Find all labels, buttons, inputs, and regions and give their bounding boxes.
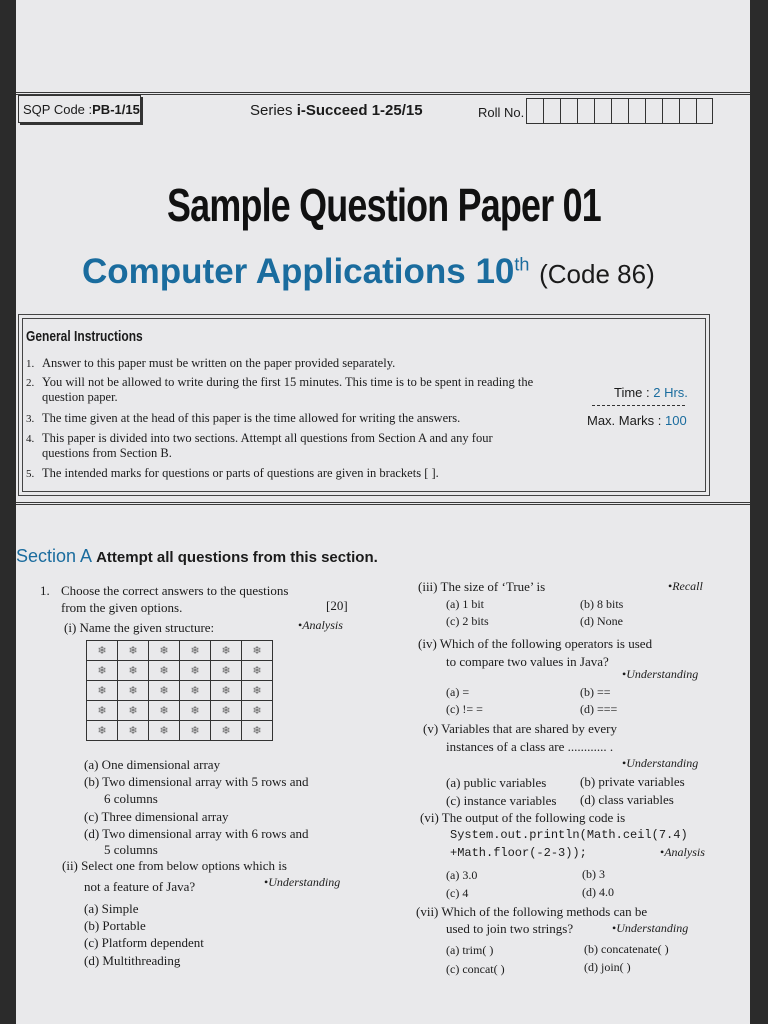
q1-i-option-a: (a) One dimensional array: [84, 757, 221, 772]
section-rule: [16, 502, 750, 505]
q1-vii-tag: • Understanding: [612, 920, 688, 937]
roll-digit-box: [611, 98, 628, 124]
time-marks-divider: [592, 405, 685, 406]
grid-cell: ❄: [180, 721, 211, 741]
q1-iv-question: (iv) Which of the following operators is used: [418, 636, 653, 651]
subject-name: Computer Applications 10: [82, 252, 515, 291]
subject-code: (Code 86): [539, 259, 655, 289]
grid-cell: ❄: [149, 681, 180, 701]
roll-digit-box: [662, 98, 679, 124]
grid-row: [87, 661, 273, 681]
instruction-item: 2. You will not be allowed to write during the first 15 minutes. This time is to be spent in reading the question paper.: [26, 375, 534, 404]
q1-i-option-b-cont: 6 columns: [104, 791, 158, 806]
structure-grid: [86, 640, 273, 741]
roll-digit-box: [679, 98, 696, 124]
grid-cell: ❄: [180, 681, 211, 701]
grid-row: [87, 641, 273, 661]
q1-i-option-c: (c) Three dimensional array: [84, 809, 229, 824]
grid-cell: ❄: [180, 661, 211, 681]
q1-i-question: (i) Name the given structure:: [64, 620, 215, 635]
q1-iv-tag: • Understanding: [622, 666, 698, 683]
q1-v-tag: • Understanding: [622, 755, 698, 772]
q1-vi-code-line2: +Math.floor(-2-3));: [450, 846, 587, 860]
grid-row: [87, 681, 273, 701]
q1-ii-question: (ii) Select one from below options which is: [62, 858, 287, 873]
grid-cell: ❄: [118, 641, 149, 661]
general-instructions-heading: General Instructions: [26, 328, 143, 345]
grid-cell: ❄: [242, 641, 273, 661]
q1-vi-option-a: (a) 3.0: [446, 868, 478, 882]
grid-cell: ❄: [87, 681, 118, 701]
q1-vi-tag: • Analysis: [660, 844, 705, 861]
sqp-code-box: [18, 95, 141, 123]
grid-cell: ❄: [149, 641, 180, 661]
q1-ii-option-b: (b) Portable: [84, 918, 146, 933]
roll-digit-box: [594, 98, 611, 124]
series-info: [250, 102, 423, 119]
q1-vii-option-b: (b) concatenate( ): [584, 942, 669, 956]
roll-digit-box: [560, 98, 577, 124]
q1-v-question-cont: instances of a class are ............ .: [446, 739, 614, 754]
grid-cell: ❄: [211, 641, 242, 661]
grid-cell: ❄: [211, 661, 242, 681]
section-instruction: Attempt all questions from this section.: [96, 549, 378, 566]
grid-cell: ❄: [149, 661, 180, 681]
q1-ii-tag: • Understanding: [264, 874, 340, 891]
grid-cell: ❄: [118, 701, 149, 721]
grade-suffix: th: [514, 254, 530, 275]
marks-info: Max. Marks : 100: [587, 413, 687, 428]
grid-cell: ❄: [180, 641, 211, 661]
q1-vi-option-c: (c) 4: [446, 886, 469, 900]
grid-cell: ❄: [87, 641, 118, 661]
time-info: Time : 2 Hrs.: [614, 385, 688, 400]
q1-vii-option-a: (a) trim( ): [446, 943, 494, 957]
q1-line1: Choose the correct answers to the questions: [61, 583, 289, 598]
q1-iii-option-c: (c) 2 bits: [446, 614, 489, 628]
q1-vi-option-b: (b) 3: [582, 867, 605, 881]
grid-cell: ❄: [87, 701, 118, 721]
q1-ii-question-cont: not a feature of Java?: [84, 879, 196, 894]
q1-line2: from the given options.: [61, 600, 183, 615]
subject-title: [82, 252, 655, 292]
sqp-code: PB-1/15: [92, 101, 140, 117]
grid-cell: ❄: [242, 721, 273, 741]
q1-v-option-d: (d) class variables: [580, 792, 674, 807]
q1-v-option-b: (b) private variables: [580, 774, 685, 789]
q1-ii-option-c: (c) Platform dependent: [84, 935, 204, 950]
series-value: i-Succeed 1-25/15: [296, 102, 423, 119]
grid-cell: ❄: [118, 681, 149, 701]
q1-ii-option-d: (d) Multithreading: [84, 953, 181, 968]
grid-cell: ❄: [211, 701, 242, 721]
grid-cell: ❄: [87, 661, 118, 681]
q1-number: 1.: [40, 583, 50, 598]
instruction-item: 1. Answer to this paper must be written on the paper provided separately.: [26, 356, 396, 370]
q1-vii-question: (vii) Which of the following methods can be: [416, 904, 648, 919]
sqp-label: SQP Code :: [23, 101, 93, 117]
roll-digit-box: [577, 98, 594, 124]
q1-vii-question-cont: used to join two strings?: [446, 921, 574, 936]
roll-digit-box: [526, 98, 543, 124]
grid-cell: ❄: [242, 701, 273, 721]
q1-marks: [20]: [326, 598, 348, 613]
grid-cell: ❄: [149, 721, 180, 741]
grid-cell: ❄: [211, 721, 242, 741]
series-label: Series: [250, 102, 297, 119]
q1-iv-option-d: (d) ===: [580, 702, 618, 716]
q1-vi-option-d: (d) 4.0: [582, 885, 614, 899]
q1-vi-code-line1: System.out.println(Math.ceil(7.4): [450, 828, 688, 842]
q1-iii-option-a: (a) 1 bit: [446, 597, 484, 611]
grid-cell: ❄: [149, 701, 180, 721]
q1-iii-question: (iii) The size of ‘True’ is: [418, 579, 546, 594]
instruction-item: 4. This paper is divided into two sections. Attempt all questions from Section A and any four questions from Section B.: [26, 431, 493, 460]
q1-iv-option-c: (c) != =: [446, 702, 483, 716]
q1-iv-option-a: (a) =: [446, 685, 470, 699]
grid-cell: ❄: [118, 661, 149, 681]
roll-digit-box: [628, 98, 645, 124]
section-name: Section A: [16, 546, 92, 566]
roll-digit-box: [645, 98, 662, 124]
q1-iii-option-d: (d) None: [580, 614, 623, 628]
q1-iii-option-b: (b) 8 bits: [580, 597, 624, 611]
grid-cell: ❄: [87, 721, 118, 741]
page-title: Sample Question Paper 01: [167, 179, 601, 231]
q1-vi-question: (vi) The output of the following code is: [420, 810, 626, 825]
q1-i-option-d: (d) Two dimensional array with 6 rows and: [84, 826, 309, 841]
q1-v-option-c: (c) instance variables: [446, 793, 557, 808]
grid-row: [87, 701, 273, 721]
q1-i-tag: • Analysis: [298, 617, 343, 634]
roll-label: Roll No.: [478, 105, 525, 120]
grid-cell: ❄: [242, 681, 273, 701]
q1-iii-tag: • Recall: [668, 578, 703, 595]
grid-cell: ❄: [180, 701, 211, 721]
q1-vii-option-c: (c) concat( ): [446, 962, 505, 976]
q1-i-option-b: (b) Two dimensional array with 5 rows and: [84, 774, 309, 789]
grid-cell: ❄: [242, 661, 273, 681]
q1-vii-option-d: (d) join( ): [584, 960, 631, 974]
roll-number-boxes: [526, 98, 713, 124]
q1-iv-option-b: (b) ==: [580, 685, 611, 699]
q1-v-question: (v) Variables that are shared by every: [423, 721, 617, 736]
instruction-item: 5. The intended marks for questions or parts of questions are given in brackets [ ].: [26, 466, 439, 480]
grid-row: [87, 721, 273, 741]
grid-cell: ❄: [118, 721, 149, 741]
q1-ii-option-a: (a) Simple: [84, 901, 139, 916]
instruction-item: 3. The time given at the head of this paper is the time allowed for writing the answers.: [26, 411, 461, 425]
roll-digit-box: [696, 98, 713, 124]
roll-digit-box: [543, 98, 560, 124]
grid-cell: ❄: [211, 681, 242, 701]
q1-v-option-a: (a) public variables: [446, 775, 547, 790]
q1-i-option-d-cont: 5 columns: [104, 842, 158, 857]
section-heading: [16, 546, 378, 567]
q1-iv-question-cont: to compare two values in Java?: [446, 654, 609, 669]
